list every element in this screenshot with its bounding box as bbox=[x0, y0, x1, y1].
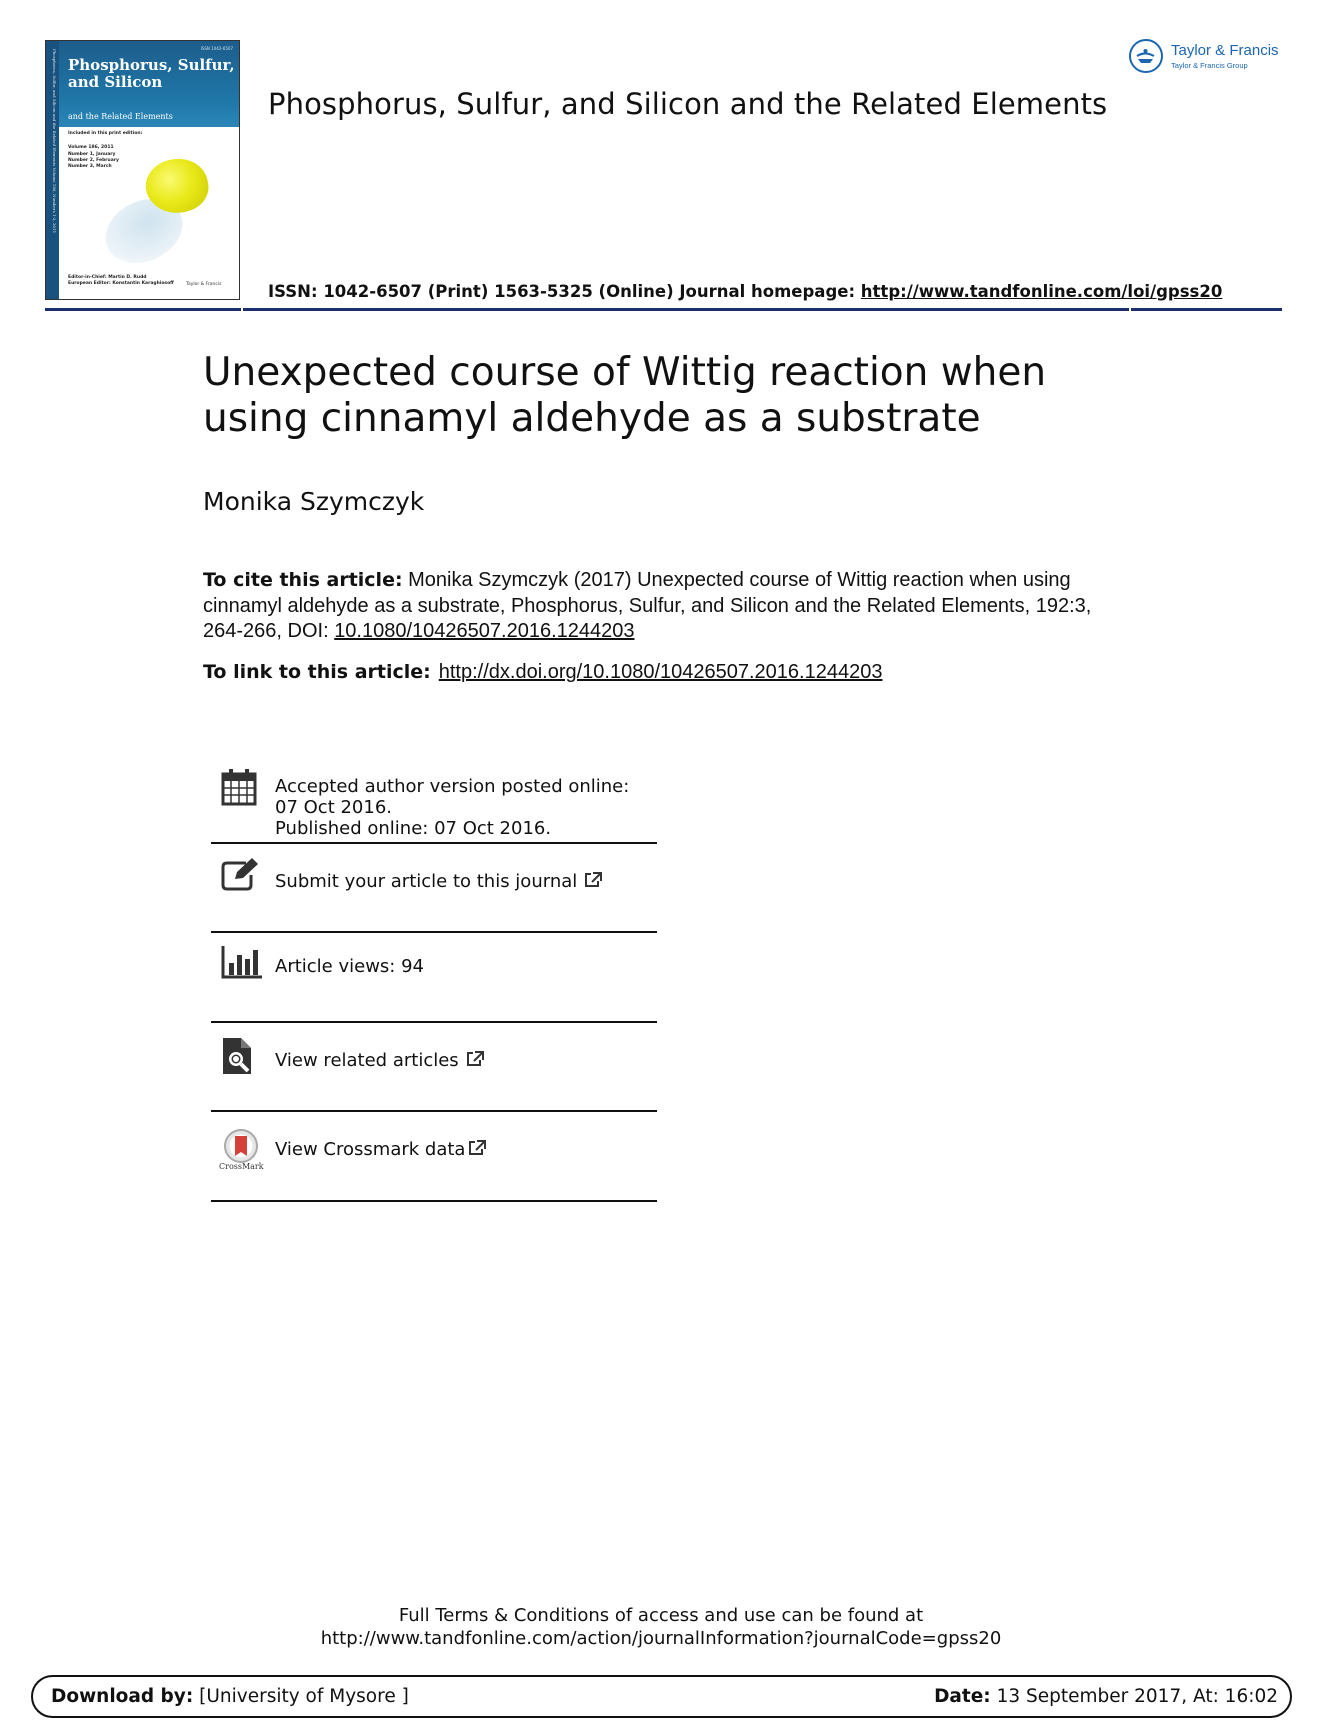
crossmark-label: View Crossmark data bbox=[275, 1139, 466, 1160]
related-articles-label: View related articles bbox=[275, 1050, 459, 1071]
issn-text: ISSN: 1042-6507 (Print) 1563-5325 (Online) Journal homepage: bbox=[268, 282, 861, 301]
cover-spine-text: Phosphorus, Sulfur, and Silicon and the Related Elements Volume 186, Numbers 1-3, 2011 bbox=[52, 49, 57, 234]
row-divider bbox=[211, 1110, 657, 1112]
article-link-line bbox=[203, 661, 882, 684]
row-divider bbox=[211, 931, 657, 933]
header-rule-gap bbox=[1129, 308, 1131, 311]
calendar-icon bbox=[221, 768, 257, 806]
cover-subtitle: and the Related Elements bbox=[68, 112, 173, 121]
download-by bbox=[51, 1686, 409, 1707]
journal-cover bbox=[45, 40, 240, 300]
cover-included: Included in this print edition: bbox=[68, 131, 143, 136]
citation-label: To cite this article: bbox=[203, 569, 403, 591]
submit-article-link[interactable] bbox=[275, 871, 603, 892]
external-link-icon bbox=[467, 1139, 487, 1157]
terms-line: Full Terms & Conditions of access and use can be found at bbox=[398, 1605, 924, 1626]
related-articles-link[interactable] bbox=[275, 1050, 485, 1071]
article-views: Article views: 94 bbox=[275, 956, 424, 977]
accepted-date: Accepted author version posted online: 07 Oct 2016. bbox=[275, 776, 630, 818]
published-date: Published online: 07 Oct 2016. bbox=[275, 818, 552, 839]
cover-editors bbox=[68, 275, 174, 287]
crossmark-icon bbox=[221, 1128, 261, 1164]
taylor-francis-logo bbox=[1129, 38, 1279, 78]
external-link-icon bbox=[465, 1050, 485, 1068]
cover-issn: ISSN 1042-6507 bbox=[200, 46, 233, 51]
row-divider bbox=[211, 842, 657, 844]
submit-article-label: Submit your article to this journal bbox=[275, 871, 578, 892]
download-by-label: Download by: bbox=[51, 1686, 194, 1707]
cover-volume: Volume 186, 2011 bbox=[68, 145, 114, 150]
article-link-url[interactable]: http://dx.doi.org/10.1080/10426507.2016.1244203 bbox=[438, 661, 883, 683]
taylor-francis-group: Taylor & Francis Group bbox=[1171, 61, 1248, 70]
cover-issue: Number 1, January bbox=[68, 152, 116, 157]
journal-name: Phosphorus, Sulfur, and Silicon and the Related Elements bbox=[268, 87, 1108, 121]
download-date-label: Date: bbox=[934, 1686, 991, 1707]
download-by-value: [University of Mysore ] bbox=[193, 1686, 409, 1707]
issn-line bbox=[268, 282, 1222, 301]
cover-european-editor: European Editor: Konstantin Karaghiosoff bbox=[68, 281, 174, 286]
article-author: Monika Szymczyk bbox=[203, 487, 425, 516]
cover-issue: Number 2, February bbox=[68, 158, 119, 163]
taylor-francis-name: Taylor & Francis bbox=[1171, 42, 1279, 59]
header-rule-gap bbox=[241, 308, 243, 311]
download-date bbox=[934, 1686, 1278, 1707]
doi-link[interactable]: 10.1080/10426507.2016.1244203 bbox=[334, 620, 635, 642]
taylor-francis-emblem-icon bbox=[1129, 39, 1163, 73]
terms-notice bbox=[0, 1604, 1322, 1650]
cover-issue: Number 3, March bbox=[68, 164, 112, 169]
crossmark-link[interactable] bbox=[275, 1139, 487, 1160]
citation bbox=[203, 568, 1103, 645]
bar-chart-icon bbox=[221, 945, 263, 979]
download-date-value: 13 September 2017, At: 16:02 bbox=[990, 1686, 1278, 1707]
article-title: Unexpected course of Wittig reaction when using cinnamyl aldehyde as a substrate bbox=[203, 350, 1047, 441]
journal-homepage-link[interactable]: http://www.tandfonline.com/loi/gpss20 bbox=[860, 282, 1223, 301]
crossmark-text: CrossMark bbox=[219, 1162, 264, 1171]
crossmark-logo bbox=[221, 1128, 265, 1176]
row-divider bbox=[211, 1200, 657, 1202]
external-link-icon bbox=[583, 871, 603, 889]
article-link-label: To link to this article: bbox=[203, 661, 431, 683]
cover-title: Phosphorus, Sulfur, and Silicon bbox=[68, 56, 235, 91]
cover-spine bbox=[46, 41, 59, 299]
citation-text: Monika Szymczyk (2017) Unexpected course of Wittig reaction when using cinnamyl aldehyde as a substrate, Phosphorus, Sulfur, and Silicon and the Related Elements, 192:3, 264-266, DOI: bbox=[203, 569, 1092, 642]
terms-url[interactable]: http://www.tandfonline.com/action/journalInformation?journalCode=gpss20 bbox=[320, 1628, 1002, 1649]
document-search-icon bbox=[221, 1036, 255, 1076]
cover-editor-in-chief: Editor-in-Chief: Martin D. Rudd bbox=[68, 275, 147, 280]
header-rule bbox=[45, 308, 1282, 311]
row-divider bbox=[211, 1021, 657, 1023]
download-info-box bbox=[31, 1675, 1292, 1718]
edit-icon bbox=[221, 857, 259, 891]
cover-publisher: Taylor & Francis bbox=[186, 282, 222, 287]
